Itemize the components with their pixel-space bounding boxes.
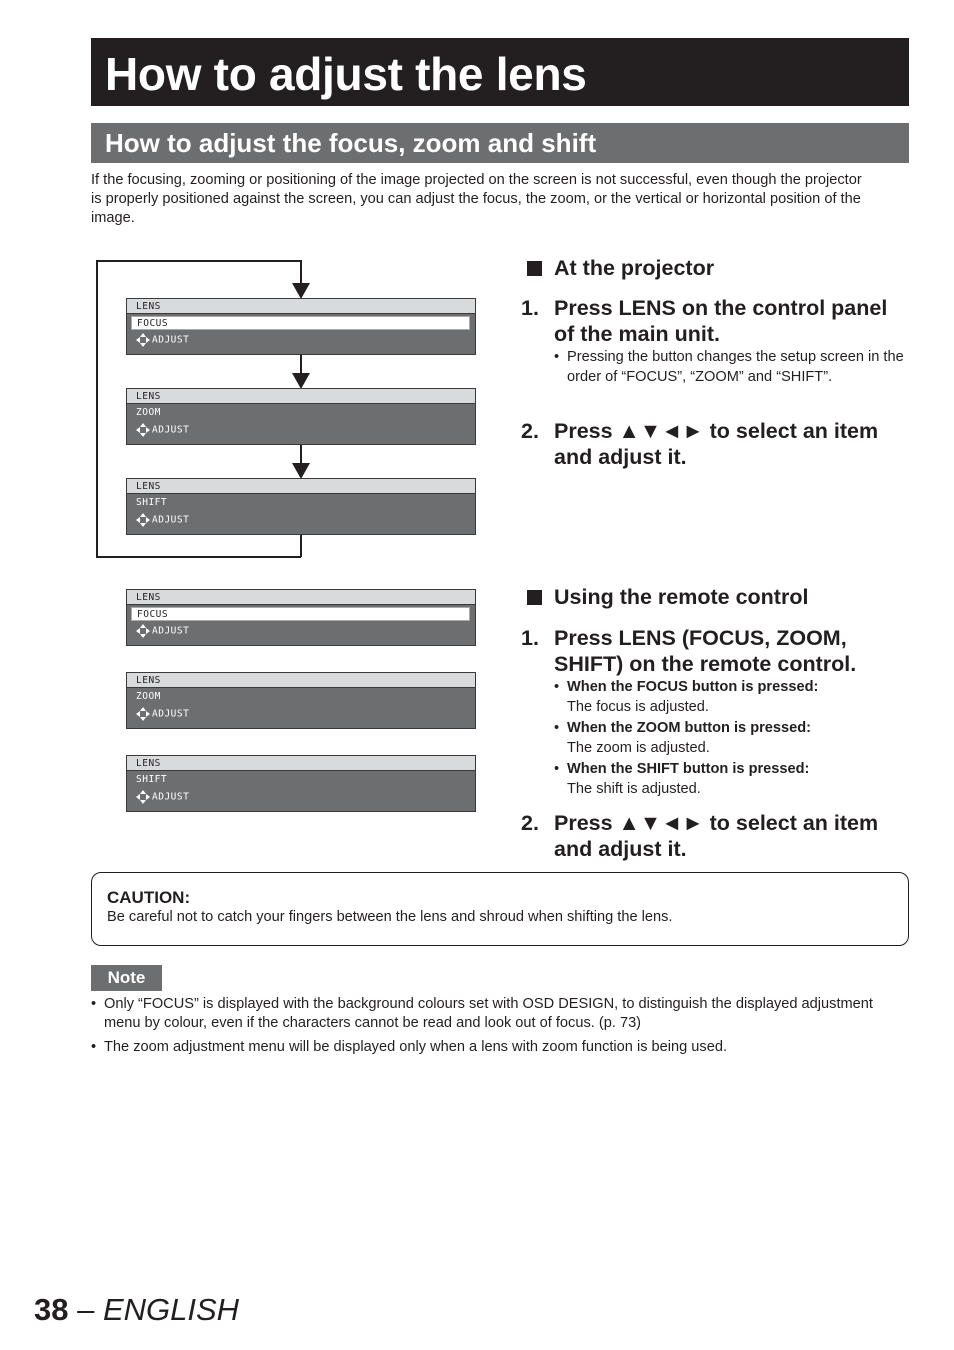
bullet-dot: • [554, 761, 560, 777]
remote-heading [527, 585, 808, 610]
intro-paragraph: If the focusing, zooming or positioning of the image projected on the screen is not successful, even though the projector is properly positioned against the screen, you can adjust the focus, the zoom, or the vertical or horizontal position of the image. [91, 172, 862, 226]
flow-line-left [96, 260, 98, 558]
osd-header: LENS [127, 756, 475, 771]
step-number: 1. [521, 626, 539, 650]
note-text: The zoom adjustment menu will be displayed only when a lens with zoom function is being used. [104, 1039, 728, 1055]
projector-step-1-bullet [554, 347, 914, 387]
osd-adjust-label: ADJUST [152, 708, 190, 720]
bullet-dot: • [554, 720, 560, 736]
osd-remote-shift [126, 755, 476, 812]
projector-heading [527, 256, 714, 281]
caution-box [91, 872, 909, 946]
osd-item: SHIFT [136, 774, 168, 785]
dpad-icon [136, 513, 150, 527]
bullet-text: Pressing the button changes the setup screen in the order of “FOCUS”, “ZOOM” and “SHIFT”. [567, 349, 904, 385]
osd-lens-focus [126, 298, 476, 355]
osd-adjust-label: ADJUST [152, 791, 190, 803]
bullet-dot: • [554, 679, 560, 695]
osd-adjust [136, 333, 189, 348]
bullet-dot: • [91, 1039, 97, 1055]
note-text: Only “FOCUS” is displayed with the background colours set with OSD DESIGN, to distinguish the displayed adjustment menu by colour, even if the characters cannot be read and look out of focus. (p. 73) [104, 996, 873, 1031]
osd-lens-zoom [126, 388, 476, 445]
osd-adjust [136, 513, 189, 528]
osd-header: LENS [127, 673, 475, 688]
step-number: 1. [521, 296, 539, 320]
projector-step-2 [521, 418, 911, 470]
osd-adjust [136, 624, 189, 639]
osd-adjust-label: ADJUST [152, 625, 190, 637]
osd-adjust-label: ADJUST [152, 424, 190, 436]
step-text: Press ▲▼◄► to select an item and adjust it. [554, 419, 879, 469]
bullet-body: The shift is adjusted. [567, 781, 701, 797]
osd-adjust [136, 423, 189, 438]
projector-step-1 [521, 295, 911, 347]
page-footer [34, 1292, 239, 1328]
section-title: How to adjust the focus, zoom and shift [105, 128, 597, 158]
dpad-icon [136, 707, 150, 721]
note-item-2 [91, 1038, 891, 1057]
projector-heading-text: At the projector [554, 256, 715, 280]
osd-header: LENS [127, 299, 475, 314]
osd-item: FOCUS [131, 316, 470, 330]
bullet-head: When the SHIFT button is pressed: [567, 761, 810, 777]
osd-header: LENS [127, 590, 475, 605]
osd-adjust-label: ADJUST [152, 514, 190, 526]
bullet-head: When the ZOOM button is pressed: [567, 720, 812, 736]
osd-header: LENS [127, 389, 475, 404]
remote-bullet-focus [554, 677, 914, 717]
caution-title: CAUTION: [107, 888, 191, 907]
osd-adjust [136, 790, 189, 805]
note-label: Note [91, 965, 162, 991]
flow-line-top [96, 260, 301, 262]
step-number: 2. [521, 811, 539, 835]
step-text: Press LENS on the control panel of the main unit. [554, 296, 888, 346]
bullet-body: The focus is adjusted. [567, 699, 709, 715]
dpad-icon [136, 423, 150, 437]
osd-lens-shift [126, 478, 476, 535]
caution-text: Be careful not to catch your fingers between the lens and shroud when shifting the lens. [107, 909, 673, 925]
osd-item: FOCUS [131, 607, 470, 621]
flow-arrow-3-icon [292, 463, 310, 479]
note-item-1 [91, 995, 891, 1033]
flow-arrow-1-icon [292, 283, 310, 299]
osd-item: ZOOM [136, 407, 161, 418]
footer-language: ENGLISH [102, 1292, 240, 1327]
step-text: Press ▲▼◄► to select an item and adjust it. [554, 811, 879, 861]
osd-adjust [136, 707, 189, 722]
dpad-icon [136, 790, 150, 804]
step-text: Press LENS (FOCUS, ZOOM, SHIFT) on the remote control. [554, 626, 857, 676]
remote-heading-text: Using the remote control [554, 585, 809, 609]
osd-remote-zoom [126, 672, 476, 729]
osd-remote-focus [126, 589, 476, 646]
square-marker-icon [527, 261, 542, 276]
dpad-icon [136, 333, 150, 347]
page-title-bar [91, 38, 909, 106]
remote-bullet-shift [554, 759, 914, 799]
bullet-dot: • [554, 349, 560, 365]
flow-line-down-2 [300, 355, 302, 375]
remote-step-1 [521, 625, 911, 677]
step-number: 2. [521, 419, 539, 443]
dpad-icon [136, 624, 150, 638]
bullet-head: When the FOCUS button is pressed: [567, 679, 819, 695]
section-title-bar [91, 123, 909, 163]
flow-line-return [300, 535, 302, 557]
footer-separator: – [68, 1292, 103, 1327]
remote-step-2 [521, 810, 911, 862]
flow-line-bottom [96, 556, 301, 558]
flow-arrow-2-icon [292, 373, 310, 389]
osd-item: ZOOM [136, 691, 161, 702]
bullet-dot: • [91, 996, 97, 1012]
remote-bullet-zoom [554, 718, 914, 758]
page-number: 38 [34, 1292, 69, 1327]
bullet-body: The zoom is adjusted. [567, 740, 710, 756]
square-marker-icon [527, 590, 542, 605]
osd-adjust-label: ADJUST [152, 334, 190, 346]
page-title: How to adjust the lens [105, 48, 587, 100]
osd-header: LENS [127, 479, 475, 494]
flow-line-down-3 [300, 445, 302, 465]
osd-item: SHIFT [136, 497, 168, 508]
